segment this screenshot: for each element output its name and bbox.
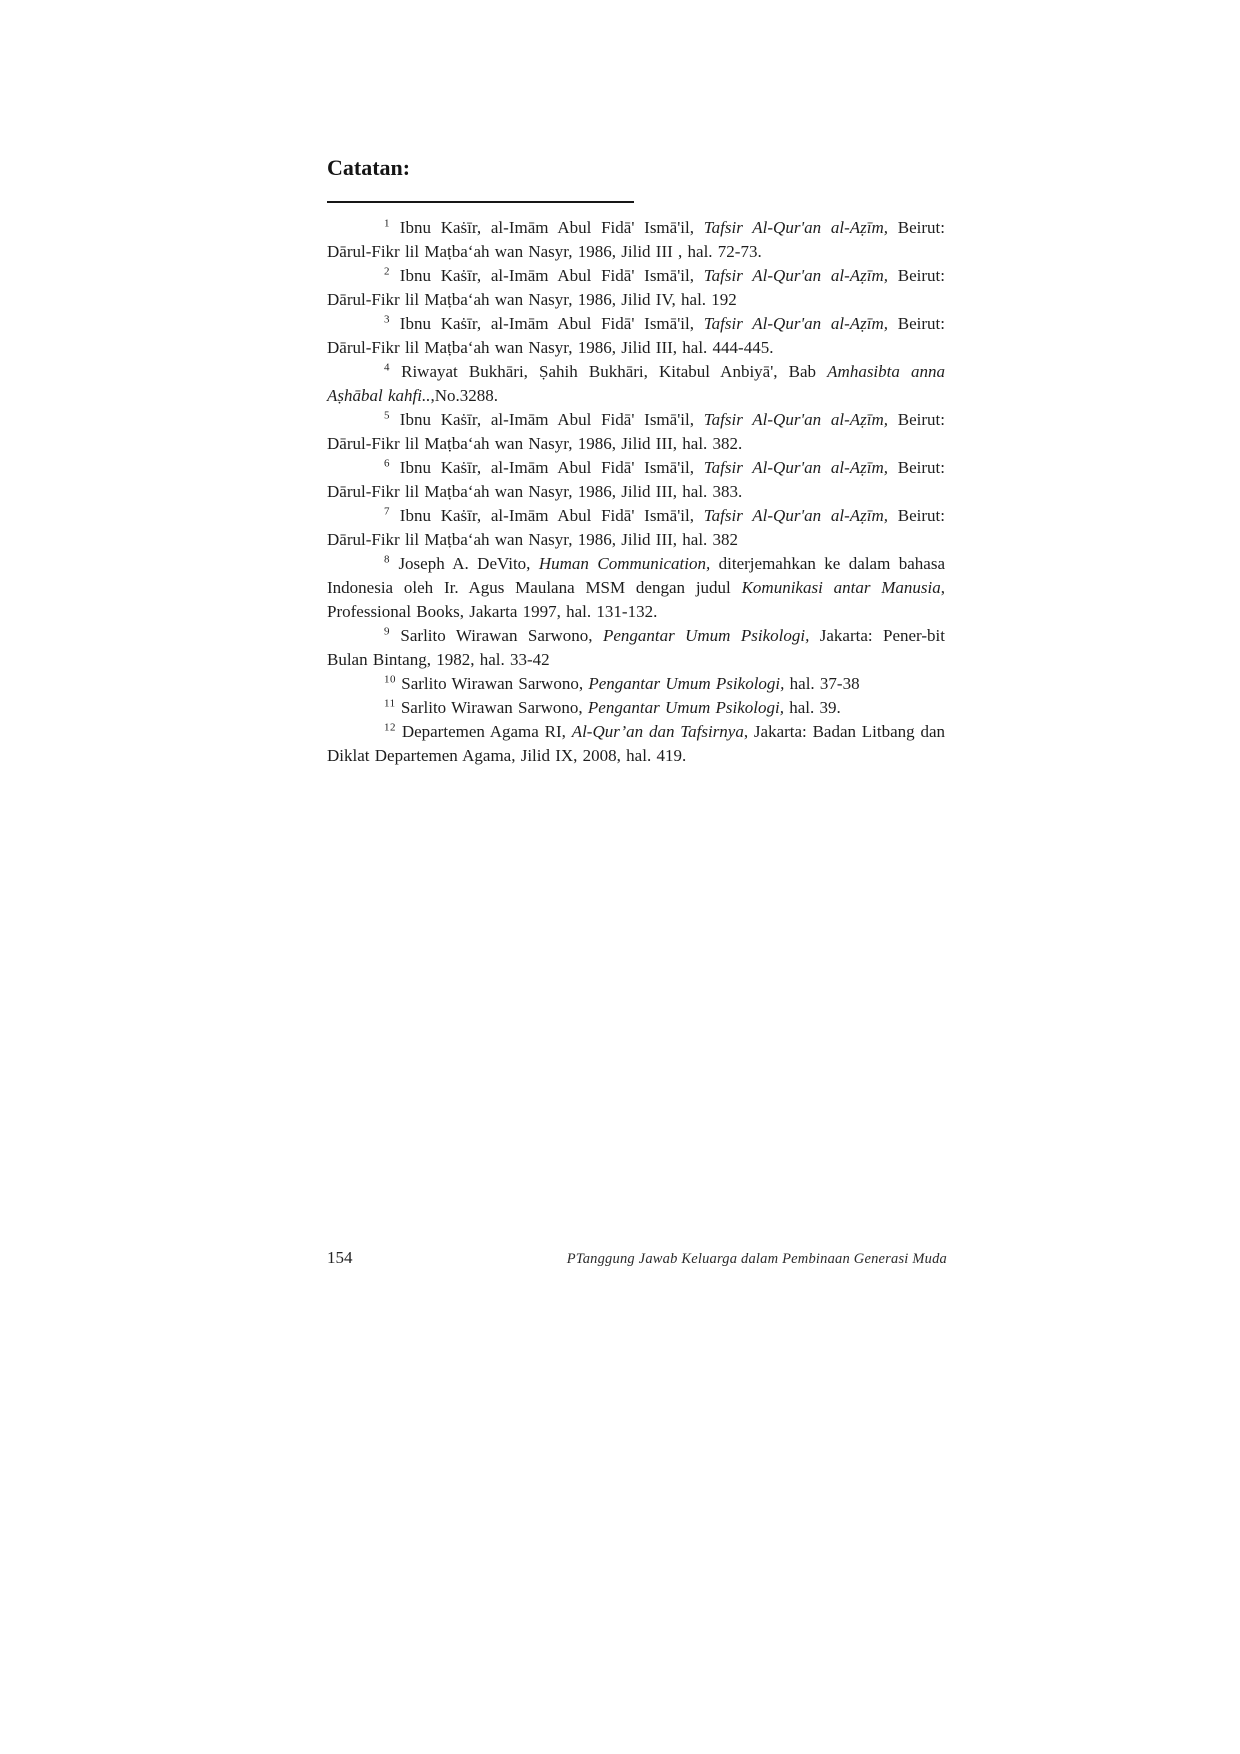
note-text-run: Beirut: Dārul-Fikr lil Maṭbaʻah wan Nasyr, 1986, Jilid III, hal. 383. bbox=[327, 458, 946, 501]
note-title-italic: Tafsir Al-Qur'an al-Aẓīm, bbox=[703, 506, 889, 525]
note-text-run: diterjemahkan ke dalam bahasa Indonesia oleh Ir. Agus Maulana MSM dengan judul bbox=[327, 554, 946, 597]
note-text-run: Ibnu Kaṡīr, al-Imām Abul Fidā' Ismā'il, bbox=[399, 266, 704, 285]
note-text-run: Beirut: Dārul-Fikr lil Maṭbaʻah wan Nasyr, 1986, Jilid III, hal. 444-445. bbox=[327, 314, 946, 357]
endnote bbox=[327, 672, 945, 696]
endnote bbox=[327, 264, 945, 312]
note-title-italic: Pengantar Umum Psikologi, bbox=[602, 626, 810, 645]
page-number: 154 bbox=[327, 1248, 353, 1267]
note-text-run: hal. 39. bbox=[784, 698, 841, 717]
endnote bbox=[327, 456, 945, 504]
note-title-italic: Pengantar Umum Psikologi, bbox=[588, 674, 785, 693]
note-text-run: Ibnu Kaṡīr, al-Imām Abul Fidā' Ismā'il, bbox=[399, 218, 704, 237]
note-number: 7 bbox=[384, 505, 390, 518]
note-number: 11 bbox=[384, 697, 396, 710]
note-text-run: Riwayat Bukhāri, Ṣahih Bukhāri, Kitabul Anbiyā', Bab bbox=[401, 362, 828, 381]
note-title-italic: Tafsir Al-Qur'an al-Aẓīm, bbox=[703, 410, 889, 429]
endnote bbox=[327, 720, 945, 768]
note-text-run: Sarlito Wirawan Sarwono, bbox=[400, 626, 603, 645]
endnote bbox=[327, 624, 945, 672]
endnote bbox=[327, 312, 945, 360]
note-text-run: Beirut: Dārul-Fikr lil Maṭbaʻah wan Nasyr, 1986, Jilid III , hal. 72-73. bbox=[327, 218, 946, 261]
note-text-run: Beirut: Dārul-Fikr lil Maṭbaʻah wan Nasyr, 1986, Jilid IV, hal. 192 bbox=[327, 266, 946, 309]
note-text-run: Ibnu Kaṡīr, al-Imām Abul Fidā' Ismā'il, bbox=[399, 314, 704, 333]
endnote bbox=[327, 552, 945, 624]
note-number: 1 bbox=[384, 217, 390, 230]
note-number: 8 bbox=[384, 553, 390, 566]
page-footer bbox=[0, 1248, 1240, 1274]
endnote bbox=[327, 216, 945, 264]
running-title: PTanggung Jawab Keluarga dalam Pembinaan Generasi Muda bbox=[566, 1251, 947, 1267]
note-number: 3 bbox=[384, 313, 390, 326]
note-text-run: Joseph A. DeVito, bbox=[398, 554, 539, 573]
note-text-run: Sarlito Wirawan Sarwono, bbox=[401, 674, 589, 693]
note-number: 10 bbox=[384, 673, 396, 686]
note-text-run: , Professional Books, Jakarta 1997, hal. 131-132. bbox=[327, 578, 945, 621]
endnotes-list bbox=[327, 216, 945, 768]
note-text-run: Jakarta: Pener-bit Bulan Bintang, 1982, hal. 33-42 bbox=[327, 626, 945, 669]
note-title-italic: Komunikasi antar Manusia bbox=[741, 578, 941, 597]
note-title-italic: Amhasibta anna Aṣhābal kahfi.. bbox=[327, 362, 945, 405]
endnote bbox=[327, 696, 945, 720]
note-title-italic: Tafsir Al-Qur'an al-Aẓīm, bbox=[703, 458, 889, 477]
endnote bbox=[327, 408, 945, 456]
notes-section bbox=[327, 155, 945, 768]
note-title-italic: Human Communication, bbox=[538, 554, 711, 573]
note-text-run: Sarlito Wirawan Sarwono, bbox=[400, 698, 588, 717]
note-text-run: , Jakarta: Badan Litbang dan Diklat Departemen Agama, Jilid IX, 2008, hal. 419. bbox=[327, 722, 946, 765]
endnote bbox=[327, 360, 945, 408]
note-text-run: Ibnu Kaṡīr, al-Imām Abul Fidā' Ismā'il, bbox=[399, 458, 704, 477]
note-title-italic: Tafsir Al-Qur'an al-Aẓīm, bbox=[703, 266, 889, 285]
section-title: Catatan: bbox=[327, 155, 411, 180]
note-text-run: Beirut: Dārul-Fikr lil Maṭbaʻah wan Nasyr, 1986, Jilid III, hal. 382 bbox=[327, 506, 946, 549]
note-text-run: Ibnu Kaṡīr, al-Imām Abul Fidā' Ismā'il, bbox=[399, 506, 704, 525]
note-text-run: Ibnu Kaṡīr, al-Imām Abul Fidā' Ismā'il, bbox=[399, 410, 704, 429]
endnote bbox=[327, 504, 945, 552]
note-text-run: hal. 37-38 bbox=[784, 674, 860, 693]
note-text-run: Beirut: Dārul-Fikr lil Maṭbaʻah wan Nasyr, 1986, Jilid III, hal. 382. bbox=[327, 410, 946, 453]
note-number: 6 bbox=[384, 457, 390, 470]
note-title-italic: Tafsir Al-Qur'an al-Aẓīm, bbox=[703, 314, 889, 333]
note-title-italic: Pengantar Umum Psikologi, bbox=[587, 698, 784, 717]
note-number: 9 bbox=[384, 625, 390, 638]
note-text-run: Departemen Agama RI, bbox=[401, 722, 572, 741]
note-number: 4 bbox=[384, 361, 390, 374]
note-text-run: ,No.3288. bbox=[430, 386, 498, 405]
note-title-italic: Al-Qur’an dan Tafsirnya bbox=[571, 722, 744, 741]
note-number: 12 bbox=[384, 721, 396, 734]
note-number: 5 bbox=[384, 409, 390, 422]
heading-rule bbox=[327, 201, 634, 203]
note-title-italic: Tafsir Al-Qur'an al-Aẓīm, bbox=[703, 218, 889, 237]
note-number: 2 bbox=[384, 265, 390, 278]
